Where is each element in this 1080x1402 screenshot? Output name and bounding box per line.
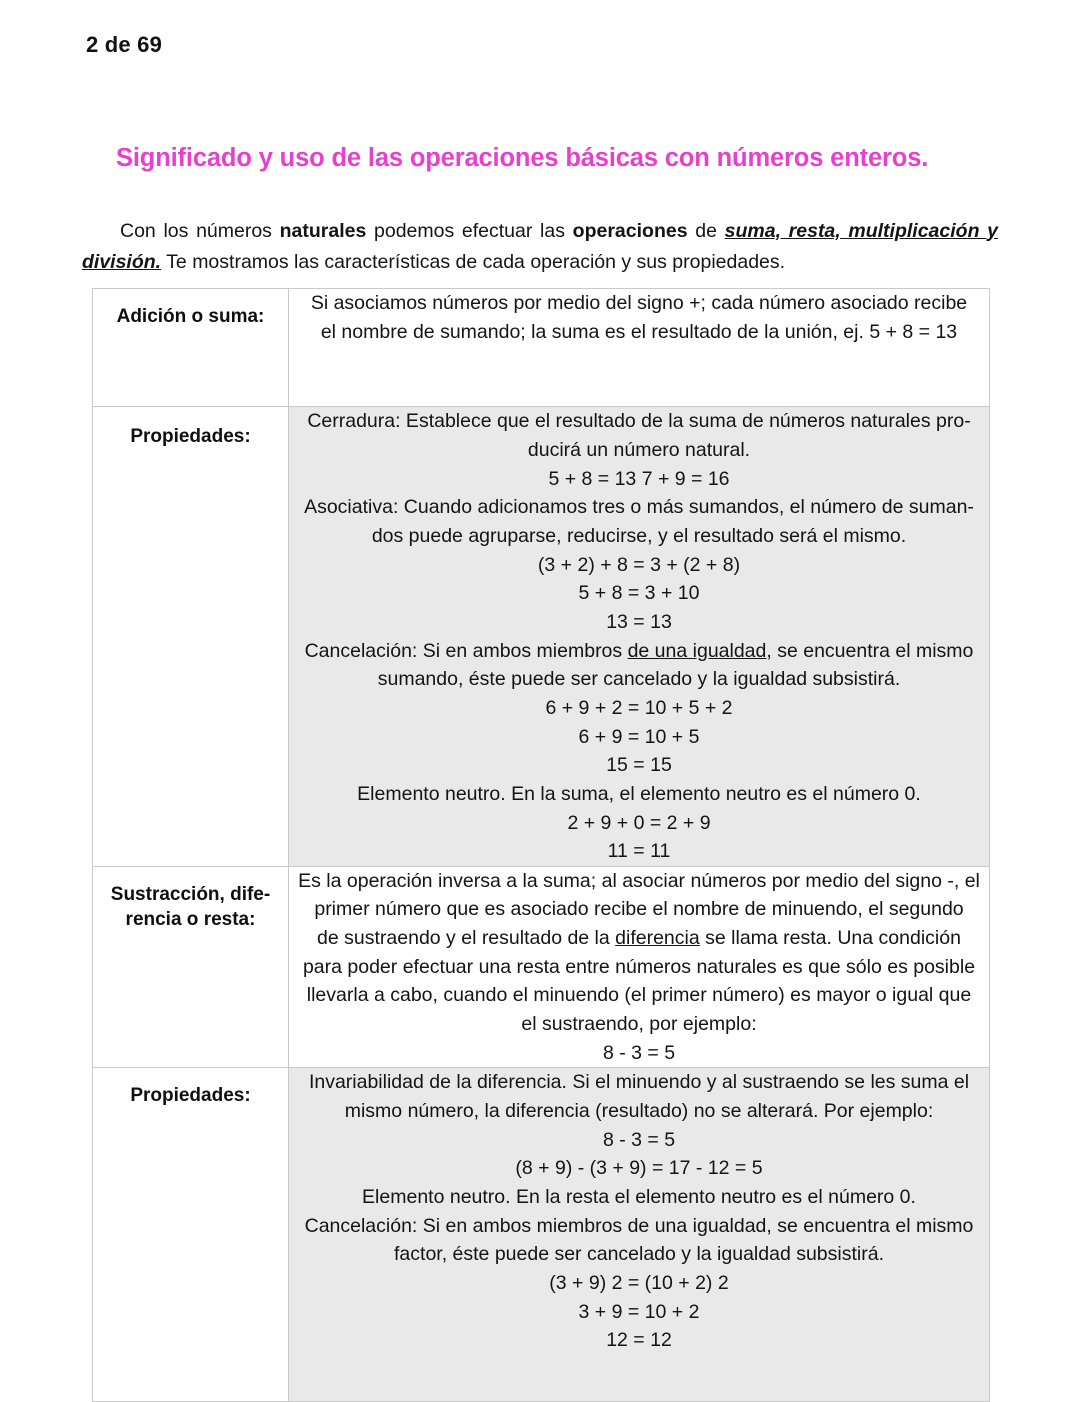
body-line: 13 = 13 — [606, 610, 672, 633]
intro-bold-naturales: naturales — [279, 219, 367, 242]
body-line: el sustraendo, por ejemplo: — [521, 1013, 757, 1036]
row-label-line-2: rencia o resta: — [125, 908, 256, 930]
intro-text-4: Te mostramos las características de cada operación y sus propiedades. — [161, 251, 786, 274]
diferencia-suffix: se llama resta. Una condición — [699, 927, 961, 950]
body-line: 8 - 3 = 5 — [602, 1041, 676, 1064]
body-line-diferencia — [289, 924, 989, 953]
intro-emphasis-operations: suma, resta, multiplicación y división. — [82, 219, 999, 274]
body-line: sumando, éste puede ser cancelado y la igualdad subsistirá. — [377, 668, 901, 691]
row-label-line-1: Sustracción, dife- — [110, 883, 271, 905]
body-line: mismo número, la diferencia (resultado) no se alterará. Por ejemplo: — [344, 1100, 934, 1123]
intro-paragraph — [82, 216, 998, 279]
body-line: 2 + 9 + 0 = 2 + 9 — [567, 811, 711, 834]
body-line: 3 + 9 = 10 + 2 — [578, 1300, 700, 1323]
row-body-propiedades-suma — [289, 407, 990, 867]
body-line: Invariabilidad de la diferencia. Si el minuendo y al sustraendo se les suma el — [308, 1071, 970, 1094]
body-line: 5 + 8 = 13 7 + 9 = 16 — [548, 467, 730, 490]
row-body-sustraccion — [289, 866, 990, 1068]
table-row-propiedades-resta — [93, 1068, 990, 1402]
body-line: Cancelación: Si en ambos miembros de una igualdad, se encuentra el mismo — [304, 1214, 974, 1237]
table-row-sustraccion — [93, 866, 990, 1068]
diferencia-prefix: de sustraendo y el resultado de la — [317, 927, 616, 950]
page-number-label: 2 de 69 — [86, 32, 163, 57]
body-line: 6 + 9 + 2 = 10 + 5 + 2 — [545, 696, 733, 719]
body-line: ducirá un número natural. — [527, 438, 751, 461]
body-line: llevarla a cabo, cuando el minuendo (el primer número) es mayor o igual que — [306, 984, 972, 1007]
underlined-diferencia: diferencia — [615, 927, 700, 950]
body-line: Asociativa: Cuando adicionamos tres o más sumandos, el número de suman- — [304, 496, 974, 519]
body-line: 12 = 12 — [606, 1329, 672, 1352]
body-line: Elemento neutro. En la suma, el elemento neutro es el número 0. — [357, 782, 921, 805]
row-body-propiedades-resta — [289, 1068, 990, 1402]
row-body-adicion — [289, 289, 990, 407]
body-line: (3 + 2) + 8 = 3 + (2 + 8) — [537, 553, 741, 576]
body-line: Cerradura: Establece que el resultado de la suma de números naturales pro- — [307, 410, 971, 433]
row-label-propiedades-resta: Propiedades: — [93, 1068, 289, 1402]
row-label-sustraccion — [93, 866, 289, 1068]
table-row-propiedades-suma — [93, 407, 990, 867]
body-line: 15 = 15 — [606, 754, 672, 777]
body-line: Si asociamos números por medio del signo +; cada número asociado recibe — [310, 292, 968, 314]
cancelacion-prefix: Cancelación: Si en ambos miembros — [304, 639, 628, 662]
body-line: 11 = 11 — [607, 840, 671, 863]
body-line: (3 + 9) 2 = (10 + 2) 2 — [549, 1272, 729, 1294]
body-line: 8 - 3 = 5 — [602, 1128, 676, 1151]
table-row-adicion — [93, 289, 990, 407]
body-line: dos puede agruparse, reducirse, y el resultado será el mismo. — [371, 524, 907, 547]
operations-table — [92, 288, 990, 1402]
body-line: Elemento neutro. En la resta el elemento neutro es el número 0. — [362, 1186, 916, 1209]
intro-bold-operaciones: operaciones — [572, 219, 688, 242]
body-line: 6 + 9 = 10 + 5 — [578, 725, 700, 748]
body-line: Es la operación inversa a la suma; al asociar números por medio del signo -, el — [298, 869, 980, 892]
body-line: el nombre de sumando; la suma es el resultado de la unión, ej. 5 + 8 = 13 — [320, 320, 958, 343]
row-label-adicion: Adición o suma: — [93, 289, 289, 407]
body-line: (8 + 9) - (3 + 9) = 17 - 12 = 5 — [515, 1157, 763, 1180]
body-line: 5 + 8 = 3 + 10 — [578, 582, 700, 605]
cancelacion-suffix: se encuentra el mismo — [771, 639, 974, 662]
intro-text-1: Con los números — [120, 219, 280, 242]
page-title: Significado y uso de las operaciones básicas con números enteros. — [116, 144, 929, 173]
underlined-de-una-igualdad: de una igualdad, — [627, 639, 772, 662]
body-line: para poder efectuar una resta entre números naturales es que sólo es posible — [302, 955, 976, 978]
intro-text-3: de — [687, 219, 725, 242]
body-line: factor, éste puede ser cancelado y la igualdad subsistirá. — [394, 1243, 884, 1266]
body-line-cancelacion — [289, 637, 989, 666]
row-label-propiedades-suma: Propiedades: — [93, 407, 289, 867]
intro-text-2: podemos efectuar las — [366, 219, 573, 242]
body-line: primer número que es asociado recibe el nombre de minuendo, el segundo — [314, 898, 964, 921]
